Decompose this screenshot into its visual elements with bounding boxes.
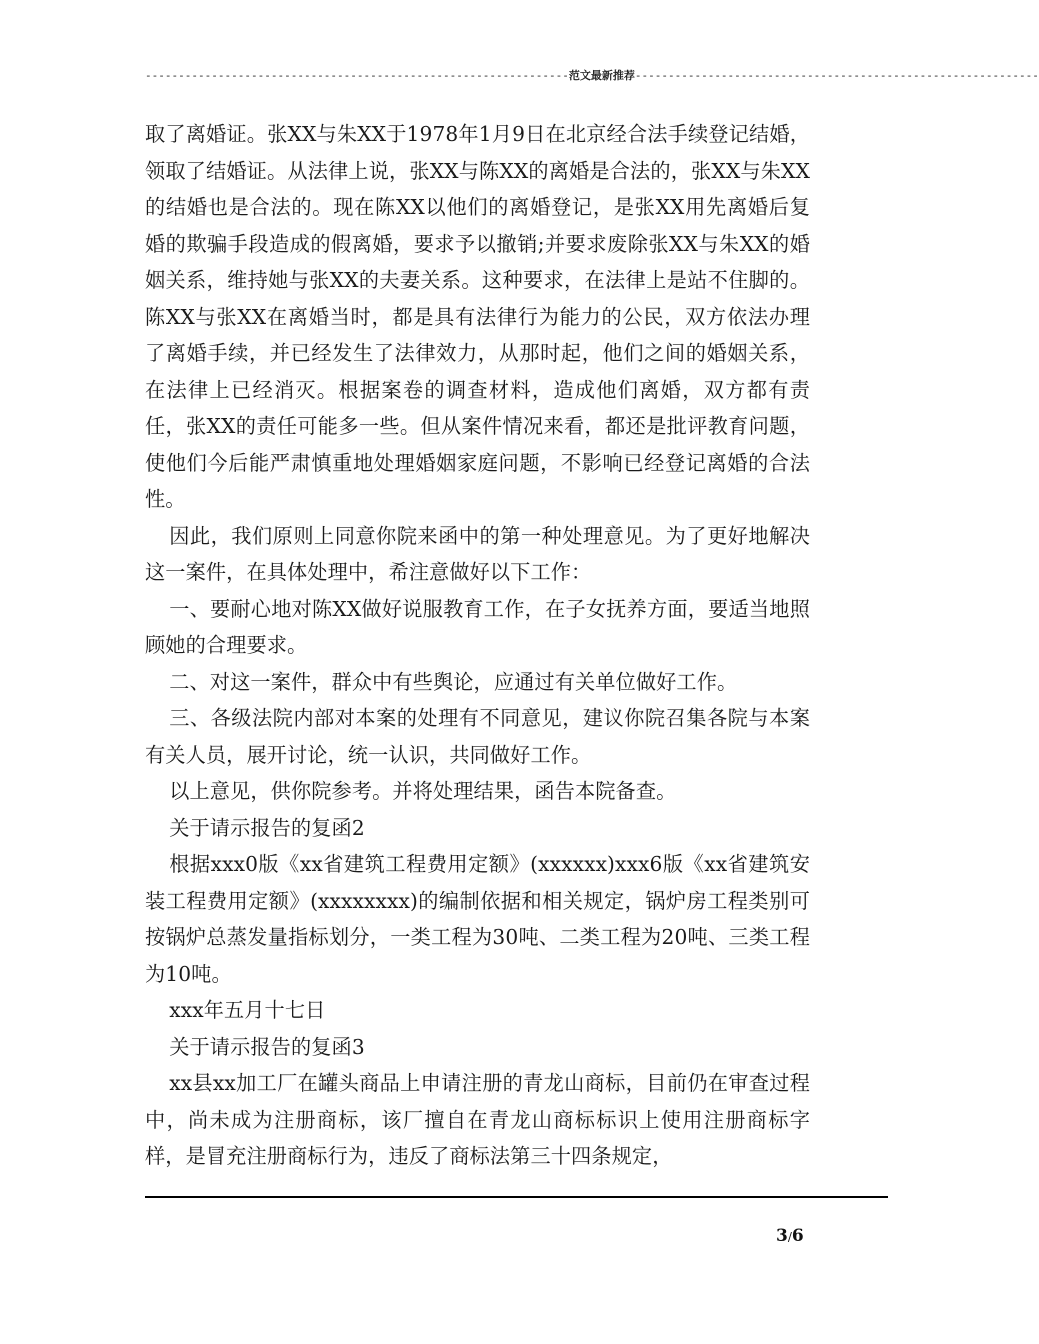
page-header — [145, 66, 1039, 86]
page-separator: / — [787, 1230, 792, 1244]
date-line: xxx年五月十七日 — [169, 998, 326, 1022]
page-number — [776, 1226, 816, 1247]
section-heading: 关于请示报告的复函2 — [169, 815, 365, 840]
section-heading: 关于请示报告的复函3 — [169, 1034, 365, 1059]
paragraph: xx县xx加工厂在罐头商品上申请注册的青龙山商标，目前仍在审查过程中，尚未成为注册商标，该厂擅自在青龙山商标标识上使用注册商标字样，是冒充注册商标行为，违反了商标法第三十四条规定， — [145, 1071, 810, 1168]
document-body — [145, 116, 810, 1175]
paragraph: 根据xxx0版《xx省建筑工程费用定额》(xxxxxx)xxx6版《xx省建筑安装工程费用定额》(xxxxxxxx)的编制依据和相关规定，锅炉房工程类别可按锅炉总蒸发量指标划分，一类工程为30吨、二类工程为20吨、三类工程为10吨。 — [145, 852, 810, 986]
header-title: 范文最新推荐 — [568, 69, 635, 82]
paragraph: 以上意见，供你院参考。并将处理结果，函告本院备查。 — [169, 779, 677, 803]
paragraph: 一、要耐心地对陈XX做好说服教育工作，在子女抚养方面，要适当地照顾她的合理要求。 — [145, 596, 810, 657]
paragraph: 三、各级法院内部对本案的处理有不同意见，建议你院召集各院与本案有关人员，展开讨论，统一认识，共同做好工作。 — [145, 706, 810, 767]
page-current: 3 — [776, 1226, 788, 1246]
paragraph: 取了离婚证。张XX与朱XX于1978年1月9日在北京经合法手续登记结婚，领取了结婚证。从法律上说，张XX与陈XX的离婚是合法的，张XX与朱XX的结婚也是合法的。现在陈XX以他们的离婚登记，是张XX用先离婚后复婚的欺骗手段造成的假离婚，要求予以撤销;并要求废除张XX与朱XX的婚姻关系，维持她与张XX的夫妻关系。这种要求，在法律上是站不住脚的。陈XX与张XX在离婚当时，都是具有法律行为能力的公民，双方依法办理了离婚手续，并已经发生了法律效力，从那时起，他们之间的婚姻关系，在法律上已经消灭。根据案卷的调查材料，造成他们离婚，双方都有责任，张XX的责任可能多一些。但从案件情况来看，都还是批评教育问题，使他们今后能严肃慎重地处理婚姻家庭问题，不影响已经登记离婚的合法性。 — [145, 122, 810, 511]
footer-divider — [145, 1196, 888, 1198]
header-dashes-left: ---------------------------------------------------------------- — [145, 69, 569, 82]
paragraph: 因此，我们原则上同意你院来函中的第一种处理意见。为了更好地解决这一案件，在具体处理中，希注意做好以下工作： — [145, 523, 810, 584]
header-dashes-right: ------------------------------------------------------------- — [634, 69, 1039, 82]
page-total: 6 — [791, 1226, 804, 1246]
paragraph: 二、对这一案件，群众中有些舆论，应通过有关单位做好工作。 — [169, 669, 738, 694]
